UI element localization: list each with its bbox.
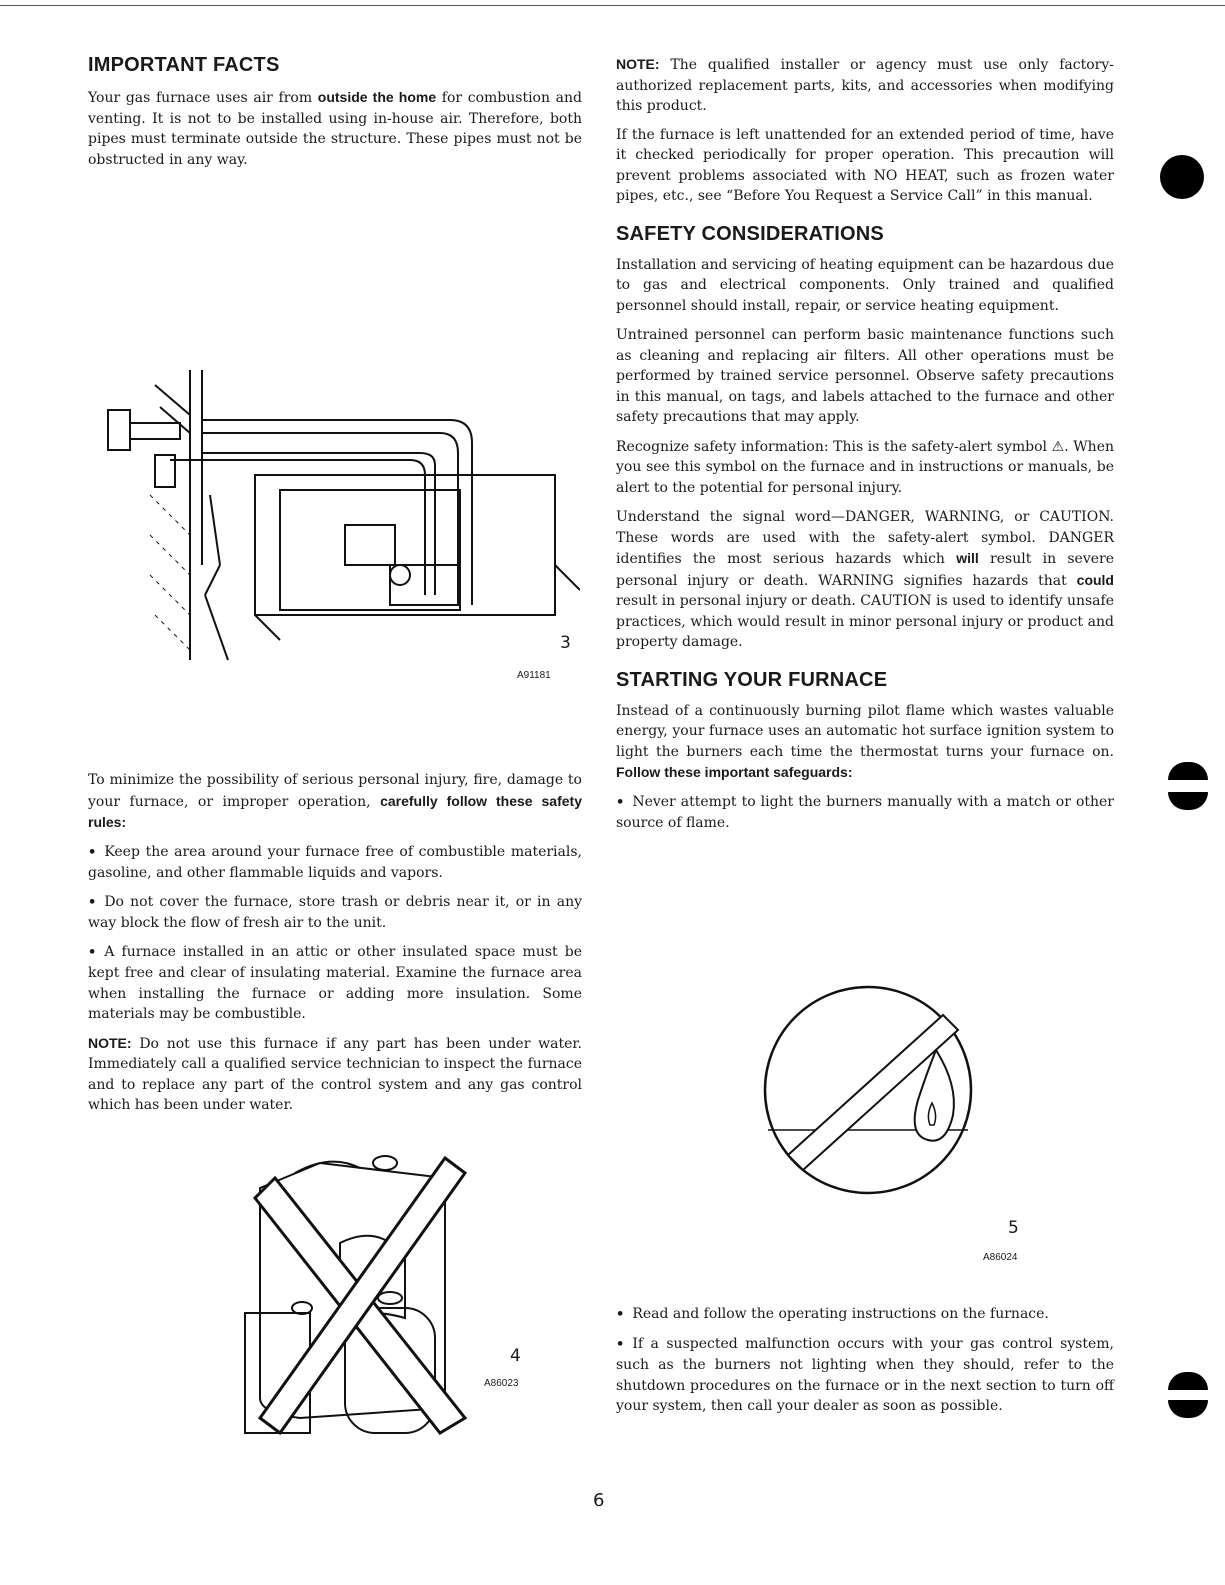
parts-note-label: NOTE: bbox=[616, 56, 660, 72]
margin-marker-half-top bbox=[1168, 762, 1208, 780]
starting-furnace-heading: STARTING YOUR FURNACE bbox=[616, 668, 888, 691]
follow-rules-emphasis: carefully follow these safety rules: bbox=[88, 792, 582, 830]
figure-5-no-flame-illustration bbox=[758, 975, 978, 1205]
left-column bbox=[88, 54, 582, 170]
margin-marker-dot bbox=[1160, 155, 1204, 199]
safety-p1: Installation and servicing of heating equipment can be hazardous due to gas and electrical components. Only trained and qualified personnel should install, repair, or service heating equipment. bbox=[616, 256, 1114, 314]
safety-p3: Recognize safety information: This is the safety-alert symbol ⚠. When you see this symbol on the furnace and in instructions or manuals, be alert to the potential for personal injury. bbox=[616, 438, 1114, 496]
safeguards-emphasis: Follow these important safeguards: bbox=[616, 764, 853, 780]
parts-note: NOTE: The qualified installer or agency must use only factory-authorized replacement parts, kits, and accessories when modifying this product. bbox=[616, 56, 1114, 114]
page-number: 6 bbox=[593, 1490, 605, 1511]
safety-considerations-heading: SAFETY CONSIDERATIONS bbox=[616, 222, 884, 245]
top-rule bbox=[0, 5, 1225, 6]
safety-rule-1: • Keep the area around your furnace free of combustible materials, gasoline, and other flammable liquids and vapors. bbox=[88, 842, 582, 884]
right-bullets-after bbox=[616, 1304, 1114, 1417]
water-note-label: NOTE: bbox=[88, 1034, 132, 1051]
figure-4-code: A86023 bbox=[484, 1378, 519, 1389]
figure-5-number: 5 bbox=[1008, 1218, 1019, 1238]
safety-rules-block bbox=[88, 770, 582, 1116]
figure-4-flammables-illustration bbox=[240, 1148, 480, 1438]
starting-p1: Instead of a continuously burning pilot flame which wastes valuable energy, your furnace uses an automatic hot surface ignition system to light the burners each time the thermostat turns your furnace on. Follow these important safeguards: bbox=[616, 702, 1114, 780]
unattended-text: If the furnace is left unattended for an extended period of time, have it checked periodically for proper operation. This precaution will prevent problems associated with NO HEAT, such as frozen water pipes, etc., see “Before You Request a Service Call” in this manual. bbox=[616, 126, 1114, 204]
safety-rule-2: • Do not cover the furnace, store trash or debris near it, or in any way block the flow of fresh air to the unit. bbox=[88, 892, 582, 934]
figure-5-code: A86024 bbox=[983, 1252, 1018, 1263]
operating-instructions-bullet: • Read and follow the operating instructions on the furnace. bbox=[616, 1304, 1114, 1326]
outside-home-emphasis: outside the home bbox=[317, 89, 437, 105]
right-column bbox=[616, 54, 1114, 834]
water-note: NOTE: Do not use this furnace if any part has been under water. Immediately call a qualified service technician to inspect the furnace and to replace any part of the control system and any gas control which has been under water. bbox=[88, 1034, 582, 1113]
figure-4-number: 4 bbox=[510, 1346, 521, 1366]
safety-rules-intro: To minimize the possibility of serious personal injury, fire, damage to your furnace, or improper operation, carefully follow these safety rules: bbox=[88, 772, 582, 830]
figure-3-furnace-illustration bbox=[100, 365, 580, 665]
margin-marker-half-bottom bbox=[1168, 792, 1208, 810]
malfunction-bullet: • If a suspected malfunction occurs with your gas control system, such as the burners not lighting when they should, refer to the shutdown procedures on the furnace or in the next section to turn off your system, then call your dealer as soon as possible. bbox=[616, 1334, 1114, 1417]
margin-marker-half-bottom-2 bbox=[1168, 1400, 1208, 1418]
starting-bullet-1: • Never attempt to light the burners manually with a match or other source of flame. bbox=[616, 792, 1114, 834]
safety-p2: Untrained personnel can perform basic maintenance functions such as cleaning and replacing air filters. All other operations must be performed by trained service personnel. Observe safety precautions in this manual, on tags, and labels attached to the furnace and other safety precautions that may apply. bbox=[616, 327, 1114, 425]
important-facts-text: Your gas furnace uses air from outside the home for combustion and venting. It is not to be installed using in-house air. Therefore, both pipes must terminate outside the structure. These pipes must not be obstructed in any way. bbox=[88, 89, 582, 168]
safety-rule-3: • A furnace installed in an attic or other insulated space must be kept free and clear of insulating material. Examine the furnace area when installing the furnace or adding more insulation. Some materials may be combustible. bbox=[88, 942, 582, 1025]
important-facts-heading: IMPORTANT FACTS bbox=[88, 54, 280, 76]
margin-marker-half-top-2 bbox=[1168, 1372, 1208, 1390]
figure-3-code: A91181 bbox=[517, 670, 551, 681]
figure-3-number: 3 bbox=[560, 633, 571, 653]
safety-p4: Understand the signal word—DANGER, WARNING, or CAUTION. These words are used with the safety-alert symbol. DANGER identifies the most serious hazards which will result in severe personal injury or death. WARNING signifies hazards that could result in personal injury or death. CAUTION is used to identify unsafe practices, which would result in minor personal injury or product and property damage. bbox=[616, 509, 1114, 650]
